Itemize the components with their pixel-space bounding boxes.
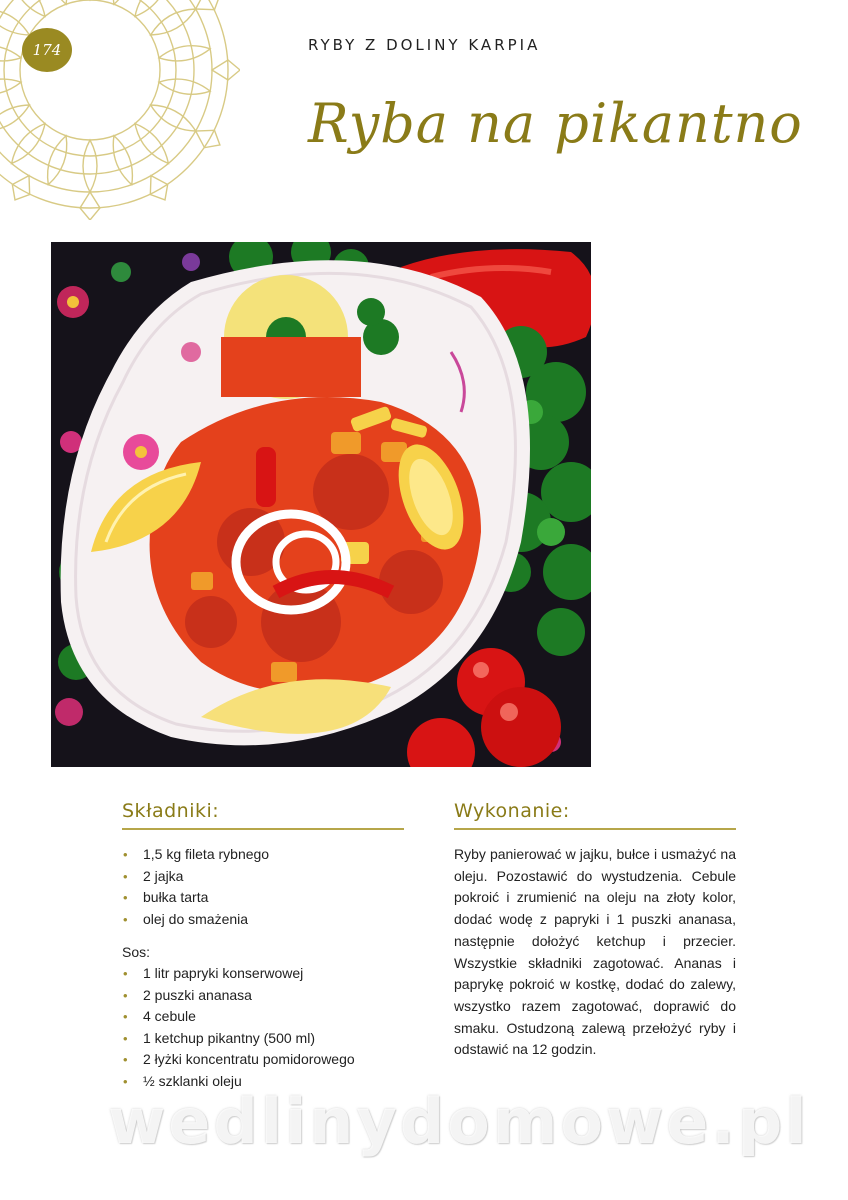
sauce-ingredient-item: • 4 cebule xyxy=(122,1006,404,1028)
page-number-badge: 174 xyxy=(22,28,72,72)
method-text: Ryby panierować w jajku, bułce i usmażyć na oleju. Pozostawić do wystudzenia. Cebule pokroić i zrumienić na oleju na złoty kolor, dodać wodę z papryki i 1 puszki ananasa, następnie dołożyć ketchup i przecier. Wszystkie składniki zagotować. Ananas i paprykę pokroić w kostkę, dodać do zalewy, wszystko razem zagotować, doprawić do smaku. Ostudzoną zalewą przełożyć ryby i odstawić na 12 godzin. xyxy=(454,846,736,1058)
ingredient-item: • 1,5 kg fileta rybnego xyxy=(122,844,404,866)
running-header: RYBY Z DOLINY KARPIA xyxy=(308,36,541,54)
ingredient-item: • olej do smażenia xyxy=(122,909,404,931)
ingredients-list xyxy=(122,844,404,930)
sauce-ingredient-item: • ½ szklanki oleju xyxy=(122,1071,404,1093)
sauce-ingredient-item: • 2 łyżki koncentratu pomidorowego xyxy=(122,1049,404,1071)
sauce-ingredients-list xyxy=(122,963,404,1092)
sauce-ingredient-item: • 2 puszki ananasa xyxy=(122,985,404,1007)
method-section xyxy=(454,800,736,1075)
ingredients-heading: Składniki: xyxy=(122,800,404,830)
ingredient-item: • 2 jajka xyxy=(122,866,404,888)
page-title: Ryba na pikantno xyxy=(308,92,803,155)
sauce-ingredient-item: • 1 litr papryki konserwowej xyxy=(122,963,404,985)
sauce-label: Sos: xyxy=(122,944,151,960)
sauce-ingredient-item: • 1 ketchup pikantny (500 ml) xyxy=(122,1028,404,1050)
ingredients-section xyxy=(122,800,404,1092)
method-heading: Wykonanie: xyxy=(454,800,736,830)
watermark: wedlinydomowe.pl xyxy=(108,1085,810,1158)
ingredient-item: • bułka tarta xyxy=(122,887,404,909)
dish-photo xyxy=(51,242,591,767)
